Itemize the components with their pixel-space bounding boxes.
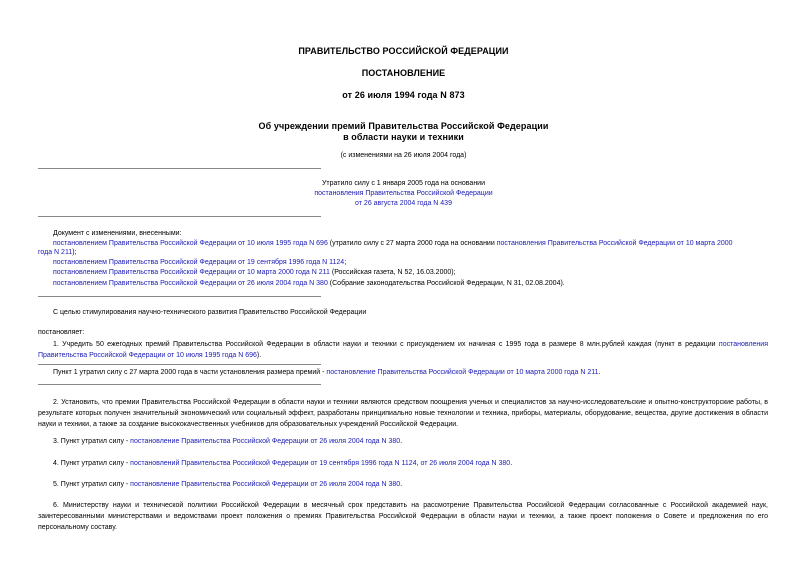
changes-note: (с изменениями на 26 июля 2004 года) [340, 152, 467, 159]
amendment-link[interactable]: постановлением Правительства Российской Федерации от 26 июля 2004 года N 380 [53, 280, 328, 287]
document-title-line1: Об учреждении премий Правительства Российской Федерации [258, 121, 549, 131]
paragraph-4-link2[interactable]: от 26 июля 2004 года N 380 [420, 460, 511, 467]
expired-link-line1[interactable]: постановления Правительства Российской Федерации [314, 190, 493, 197]
expired-link-line2[interactable]: от 26 августа 2004 года N 439 [355, 200, 452, 207]
paragraph-6: 6. Министерству науки и технической политики Российской Федерации в месячный срок представить на рассмотрение Правительства Российской Федерации согласованные с Российской академией наук, заинтересованными министерствами и ведомствами проект положения о премиях Правительства Российской Федерации в области науки и техники, а также проект положения о Совете и предложения по его персональному составу. [38, 502, 768, 531]
paragraph-3-link[interactable]: постановление Правительства Российской Федерации от 26 июля 2004 года N 380 [130, 438, 401, 445]
amendment-link[interactable]: года N 211 [38, 249, 73, 256]
paragraph-1-link[interactable]: постановления Правительства Российской Федерации от 10 июля 1995 года N 696 [38, 341, 768, 359]
divider [38, 168, 321, 169]
government-heading: ПРАВИТЕЛЬСТВО РОССИЙСКОЙ ФЕДЕРАЦИИ [298, 46, 509, 56]
resolves-text: постановляет: [38, 329, 85, 336]
paragraph-2: 2. Установить, что премии Правительства Российской Федерации в области науки и техники являются средством поощрения ученых и специалистов за научно-исследовательские и опытно-конструкторские работы, в результате которых получен значительный экономический или социальный эффект, разработаны принципиально новые технологии и техника, приборы, материалы, оборудование, вещества, другие достижения в области науки и техники, а также за создание высококачественных учебников для образовательных учреждений Российской Федерации. [38, 399, 768, 428]
divider [38, 216, 321, 217]
paragraph-4: 4. Пункт утратил силу - постановлений Правительства Российской Федерации от 19 сентября 1996 года N 1124, от 26 июля 2004 года N 380. [53, 460, 513, 467]
divider [38, 296, 321, 297]
note-paragraph-1: Пункт 1 утратил силу с 27 марта 2000 года в части установления размера премий - постановление Правительства Российской Федерации от 10 марта 2000 года N 211. [53, 369, 601, 376]
amendment-line: постановлением Правительства Российской Федерации от 19 сентября 1996 года N 1124; [53, 259, 347, 266]
amendment-link[interactable]: постановлением Правительства Российской Федерации от 10 июля 1995 года N 696 [53, 240, 328, 247]
document-title-line2: в области науки и техники [343, 132, 464, 142]
document-type: ПОСТАНОВЛЕНИЕ [361, 68, 446, 78]
paragraph-5-link[interactable]: постановление Правительства Российской Федерации от 26 июля 2004 года N 380 [130, 481, 401, 488]
amendment-line: постановлением Правительства Российской Федерации от 10 июля 1995 года N 696 (утратило силу с 27 марта 2000 года на основании постановления Правительства Российской Федерации от 10 марта 2000 [53, 240, 733, 247]
note-link[interactable]: постановление Правительства Российской Федерации от 10 марта 2000 года N 211 [326, 369, 599, 376]
amendment-link[interactable]: постановления Правительства Российской Федерации от 10 марта 2000 [496, 240, 733, 247]
amendment-line: года N 211); [38, 249, 77, 256]
divider [38, 364, 321, 365]
amendment-link[interactable]: постановлением Правительства Российской Федерации от 19 сентября 1996 года N 1124 [53, 259, 345, 266]
divider [38, 384, 321, 385]
amendments-intro: Документ с изменениями, внесенными: [53, 230, 182, 237]
purpose-text: С целью стимулирования научно-технического развития Правительство Российской Федерации [53, 309, 367, 316]
paragraph-3: 3. Пункт утратил силу - постановление Правительства Российской Федерации от 26 июля 2004 года N 380. [53, 438, 403, 445]
paragraph-1: 1. Учредить 50 ежегодных премий Правительства Российской Федерации в области науки и техники с присуждением их начиная с 1995 года в размере 8 млн.рублей каждая (пункт в редакции постановления Правительства Российской Федерации от 10 июля 1995 года N 696). [38, 341, 768, 359]
paragraph-4-link[interactable]: постановлений Правительства Российской Федерации от 19 сентября 1996 года N 1124 [130, 460, 417, 467]
amendment-link[interactable]: постановлением Правительства Российской Федерации от 10 марта 2000 года N 211 [53, 269, 330, 276]
expired-notice: Утратило силу с 1 января 2005 года на основании [321, 180, 486, 187]
amendment-line: постановлением Правительства Российской Федерации от 26 июля 2004 года N 380 (Собрание законодательства Российской Федерации, N 31, 02.08.2004). [53, 280, 565, 287]
paragraph-5: 5. Пункт утратил силу - постановление Правительства Российской Федерации от 26 июля 2004 года N 380. [53, 481, 403, 488]
document-date-number: от 26 июля 1994 года N 873 [342, 90, 465, 100]
amendment-line: постановлением Правительства Российской Федерации от 10 марта 2000 года N 211 (Российская газета, N 52, 16.03.2000); [53, 269, 456, 276]
